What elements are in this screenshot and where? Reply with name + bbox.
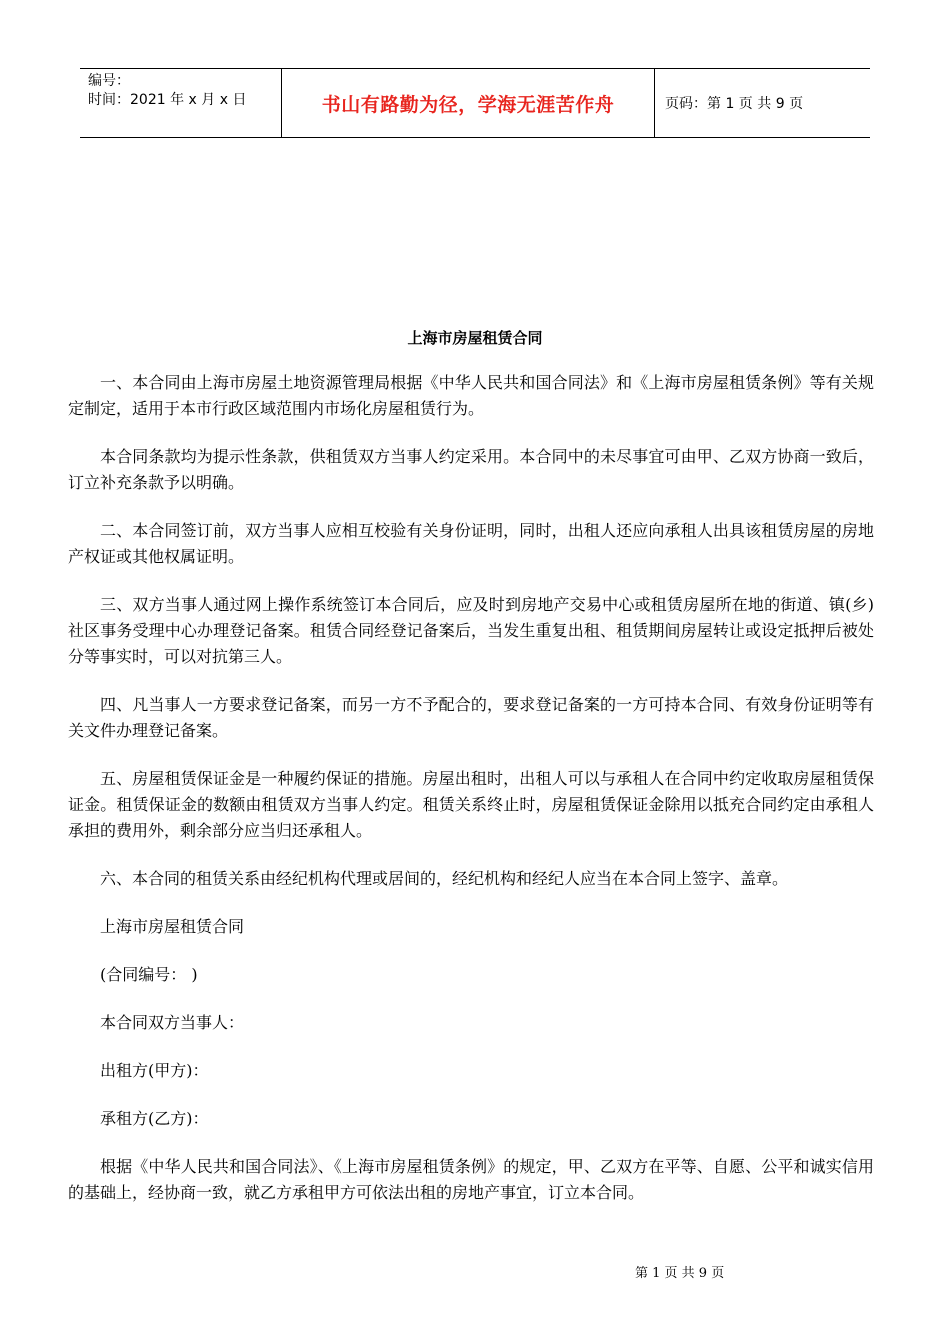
paragraph: 六、本合同的租赁关系由经纪机构代理或居间的，经纪机构和经纪人应当在本合同上签字、盖章。 [100,869,789,888]
footer-page-number: 第 1 页 共 9 页 [635,1266,725,1281]
paragraph: 本合同条款均为提示性条款，供租赁双方当事人约定采用。本合同中的未尽事宜可由甲、乙双方协商一致后，订立补充条款予以明确。 [68,447,874,492]
document-header [80,68,870,138]
paragraph: 四、凡当事人一方要求登记备案，而另一方不予配合的，要求登记备案的一方可持本合同、有效身份证明等有关文件办理登记备案。 [68,695,874,740]
header-motto-cell [282,69,655,137]
contract-number: (合同编号： ) [100,965,198,984]
paragraph: 二、本合同签订前，双方当事人应相互校验有关身份证明，同时，出租人还应向承租人出具该租赁房屋的房地产权证或其他权属证明。 [68,521,874,566]
time-label: 时间：2021 年 x 月 x 日 [88,92,247,108]
paragraph: 三、双方当事人通过网上操作系统签订本合同后，应及时到房地产交易中心或租赁房屋所在地的街道、镇(乡)社区事务受理中心办理登记备案。租赁合同经登记备案后，当发生重复出租、租赁期间房屋转让或设定抵押后被处分等事实时，可以对抗第三人。 [68,595,874,666]
header-meta [80,69,282,137]
lessor-label: 出租方(甲方)： [100,1061,209,1080]
document-body [68,370,874,1228]
paragraph: 五、房屋租赁保证金是一种履约保证的措施。房屋出租时，出租人可以与承租人在合同中约定收取房屋租赁保证金。租赁保证金的数额由租赁双方当事人约定。租赁关系终止时，房屋租赁保证金除用以抵充合同约定由承租人承担的费用外，剩余部分应当归还承租人。 [68,769,874,840]
number-label: 编号： [88,73,130,89]
header-motto: 书山有路勤为径，学海无涯苦作舟 [321,93,615,116]
paragraph: 根据《中华人民共和国合同法》、《上海市房屋租赁条例》的规定，甲、乙双方在平等、自愿、公平和诚实信用的基础上，经协商一致，就乙方承租甲方可依法出租的房地产事宜，订立本合同。 [68,1157,874,1202]
header-page-code-cell [655,69,870,137]
contract-heading: 上海市房屋租赁合同 [100,917,245,936]
parties-label: 本合同双方当事人： [100,1013,245,1032]
paragraph: 一、本合同由上海市房屋土地资源管理局根据《中华人民共和国合同法》和《上海市房屋租赁条例》等有关规定制定，适用于本市行政区域范围内市场化房屋租赁行为。 [68,373,874,418]
header-page-code: 页码：第 1 页 共 9 页 [665,96,804,112]
lessee-label: 承租方(乙方)： [100,1109,209,1128]
document-title: 上海市房屋租赁合同 [407,329,543,347]
